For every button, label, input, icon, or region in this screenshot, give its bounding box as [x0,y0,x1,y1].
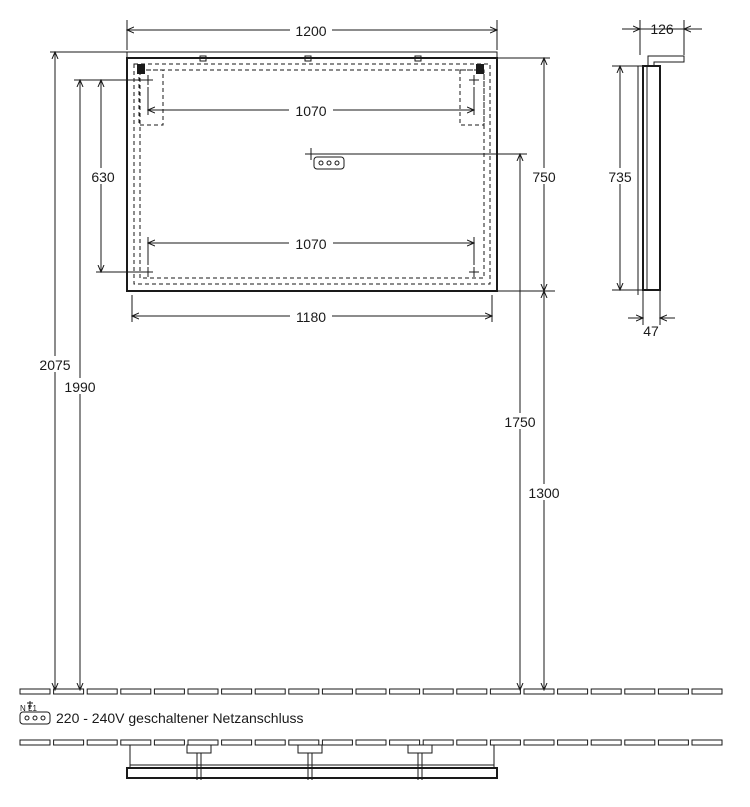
front-view [127,52,497,291]
legend [20,701,303,726]
floor-tile [255,740,285,745]
top-bracket-right [408,745,432,780]
floor-tile [222,689,252,694]
floor-tile [490,740,520,745]
mount-point-top-right [469,75,479,85]
dim-mirror-height: 750 [532,169,556,185]
floor-tile [356,740,386,745]
mount-point-bottom-right [469,267,479,277]
dim-mount-spacing-top: 1070 [295,103,327,119]
dim-mirror-width: 1200 [295,23,327,39]
floor-tile [222,740,252,745]
floor-tile [490,689,520,694]
floor-tile [692,740,722,745]
dim-inner-width: 1180 [295,309,327,325]
floor-tile [121,740,151,745]
power-supply-icon [20,701,50,724]
dim-mount-spacing-bottom: 1070 [295,236,327,252]
mount-point-bottom-left [143,267,153,277]
top-bracket-left [187,745,211,780]
floor-tile [625,740,655,745]
floor-tile [54,740,84,745]
svg-text:N L1: N L1 [20,704,37,713]
floor-tile [390,740,420,745]
floor-tile [322,740,352,745]
floor-tile [692,689,722,694]
floor-tile [154,740,184,745]
floor-tile [121,689,151,694]
dim-side-top-depth: 126 [650,21,674,37]
floor-tile [20,689,50,694]
legend-text: 220 - 240V geschaltener Netzanschluss [56,710,304,726]
mirror-outer-frame [127,58,497,291]
floor-tile [390,689,420,694]
floor-line-lower [20,740,722,745]
floor-tile [558,689,588,694]
floor-tile [87,689,117,694]
floor-tile [457,689,487,694]
floor-tile [289,689,319,694]
dim-bottom-edge-height: 1300 [528,485,560,501]
dim-socket-height: 1750 [504,414,536,430]
top-bracket-middle [298,745,322,780]
floor-tile [188,740,218,745]
bracket-top-left [139,70,163,125]
bracket-top-right [460,70,484,125]
floor-tile [255,689,285,694]
floor-tile [524,689,554,694]
side-mirror-body [643,66,660,290]
mount-point-top-left [143,75,153,85]
floor-tile [625,689,655,694]
dim-side-depth: 47 [643,323,659,339]
side-view [604,20,702,339]
floor-tile [289,740,319,745]
floor-tile [591,689,621,694]
floor-tile [188,689,218,694]
floor-tile [658,689,688,694]
dim-side-height: 735 [608,169,632,185]
floor-line-upper [20,689,722,694]
floor-tile [423,740,453,745]
floor-tile [591,740,621,745]
dim-top-mount-height: 1990 [64,379,96,395]
floor-tile [322,689,352,694]
dim-mount-height: 630 [91,169,115,185]
floor-tile [658,740,688,745]
floor-tile [54,689,84,694]
floor-tile [20,740,50,745]
top-view [127,745,497,780]
floor-tile [87,740,117,745]
floor-tile [524,740,554,745]
floor-tile [356,689,386,694]
floor-tile [154,689,184,694]
dim-total-height: 2075 [39,357,71,373]
floor-tile [558,740,588,745]
floor-tile [423,689,453,694]
power-socket-icon [305,148,344,169]
floor-tile [457,740,487,745]
